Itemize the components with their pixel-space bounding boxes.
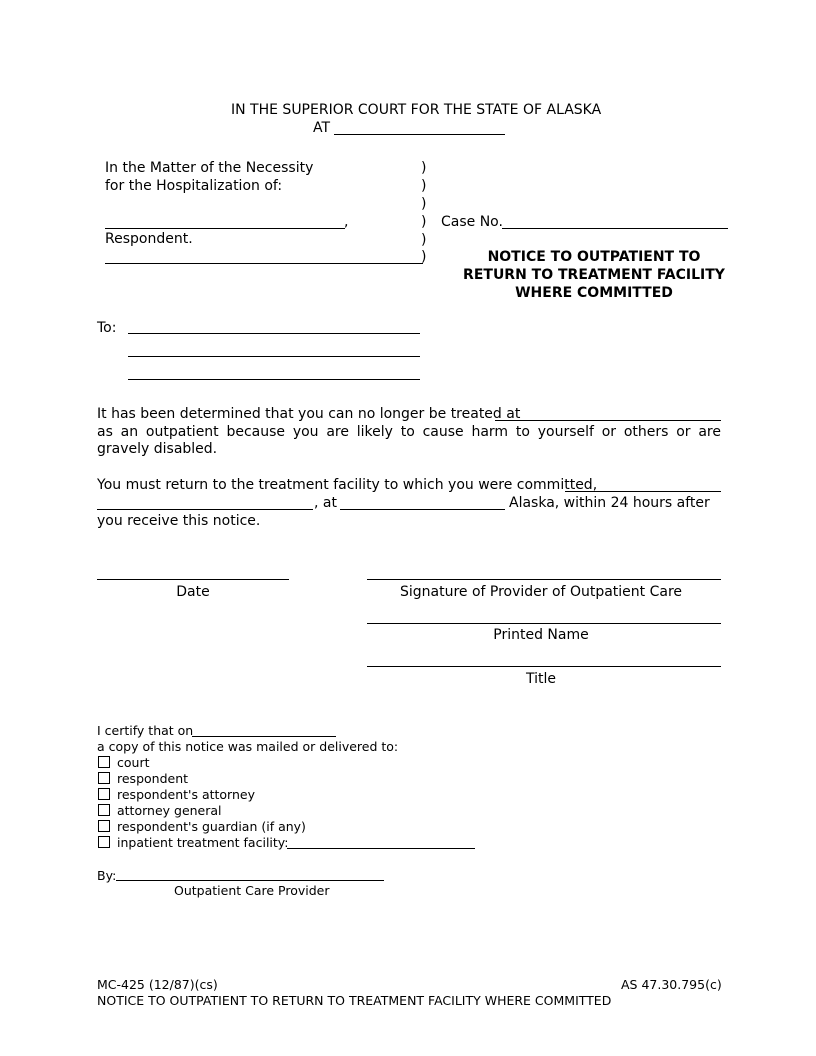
paragraph-2-start: You must return to the treatment facility to which you were committed, (97, 477, 598, 493)
case-no-line[interactable] (502, 228, 728, 229)
caption-paren: ) (421, 232, 427, 248)
outpatient-facility-line[interactable] (495, 420, 721, 421)
paragraph-1-rest: as an outpatient because you are likely to cause harm to yourself or others or are gravely disabled. (97, 424, 721, 457)
treatment-facility-line-b[interactable] (97, 509, 313, 510)
date-line[interactable] (97, 579, 289, 580)
facility-city-line[interactable] (340, 509, 505, 510)
respondent-label: Respondent. (105, 231, 193, 247)
at-location-line[interactable] (334, 134, 505, 135)
treatment-facility-line-a[interactable] (565, 491, 721, 492)
to-address-line-3[interactable] (128, 379, 420, 380)
form-title-line-2: RETURN TO TREATMENT FACILITY (463, 267, 725, 283)
certify-date-line[interactable] (192, 736, 336, 737)
caption-paren: ) (421, 196, 427, 212)
option-respondent-label: respondent (117, 771, 189, 786)
checkbox-inpatient-facility[interactable] (98, 836, 110, 848)
checkbox-court[interactable] (98, 756, 110, 768)
paragraph-2-at: , at (314, 495, 337, 511)
option-court-label: court (117, 755, 150, 770)
caption-paren: ) (421, 160, 427, 176)
option-respondents-attorney-label: respondent's attorney (117, 787, 255, 802)
court-heading: IN THE SUPERIOR COURT FOR THE STATE OF ALASKA (231, 102, 602, 118)
title-line[interactable] (367, 666, 721, 667)
checkbox-respondents-attorney[interactable] (98, 788, 110, 800)
certify-text: I certify that on (97, 723, 194, 738)
caption-paren: ) (421, 249, 427, 265)
title-label: Title (525, 671, 556, 687)
paragraph-2-end: you receive this notice. (97, 513, 261, 529)
form-title-line-3: WHERE COMMITTED (515, 285, 673, 301)
signature-label: Signature of Provider of Outpatient Care (399, 584, 683, 600)
to-label: To: (97, 320, 117, 336)
footer-form-title: NOTICE TO OUTPATIENT TO RETURN TO TREATMENT FACILITY WHERE COMMITTED (97, 993, 612, 1008)
statute-reference: AS 47.30.795(c) (621, 977, 722, 992)
by-signature-line[interactable] (116, 880, 384, 881)
to-address-line-2[interactable] (128, 356, 420, 357)
paragraph-2-alaska: Alaska, within 24 hours after (509, 495, 710, 511)
mailed-text: a copy of this notice was mailed or delivered to: (97, 739, 399, 754)
paragraph-1-start: It has been determined that you can no longer be treated at (97, 406, 521, 422)
option-attorney-general-label: attorney general (117, 803, 222, 818)
caption-bottom-line (105, 263, 423, 264)
checkbox-respondent[interactable] (98, 772, 110, 784)
respondent-comma: , (344, 214, 349, 230)
signature-line[interactable] (367, 579, 721, 580)
caption-paren: ) (421, 178, 427, 194)
form-title-line-1: NOTICE TO OUTPATIENT TO (487, 249, 701, 265)
form-number: MC-425 (12/87)(cs) (97, 977, 218, 992)
matter-line-2: for the Hospitalization of: (105, 178, 283, 194)
option-respondents-guardian-label: respondent's guardian (if any) (117, 819, 306, 834)
inpatient-facility-line[interactable] (287, 848, 475, 849)
provider-label: Outpatient Care Provider (174, 883, 330, 898)
checkbox-respondents-guardian[interactable] (98, 820, 110, 832)
caption-paren: ) (421, 214, 427, 230)
printed-name-label: Printed Name (493, 627, 589, 643)
date-label: Date (176, 584, 210, 600)
to-address-line-1[interactable] (128, 333, 420, 334)
case-no-label: Case No. (441, 214, 503, 230)
printed-name-line[interactable] (367, 623, 721, 624)
matter-line-1: In the Matter of the Necessity (105, 160, 314, 176)
option-inpatient-facility-label: inpatient treatment facility: (117, 835, 289, 850)
respondent-name-line[interactable] (105, 228, 345, 229)
at-label: AT (313, 120, 331, 136)
checkbox-attorney-general[interactable] (98, 804, 110, 816)
by-label: By: (97, 868, 117, 883)
